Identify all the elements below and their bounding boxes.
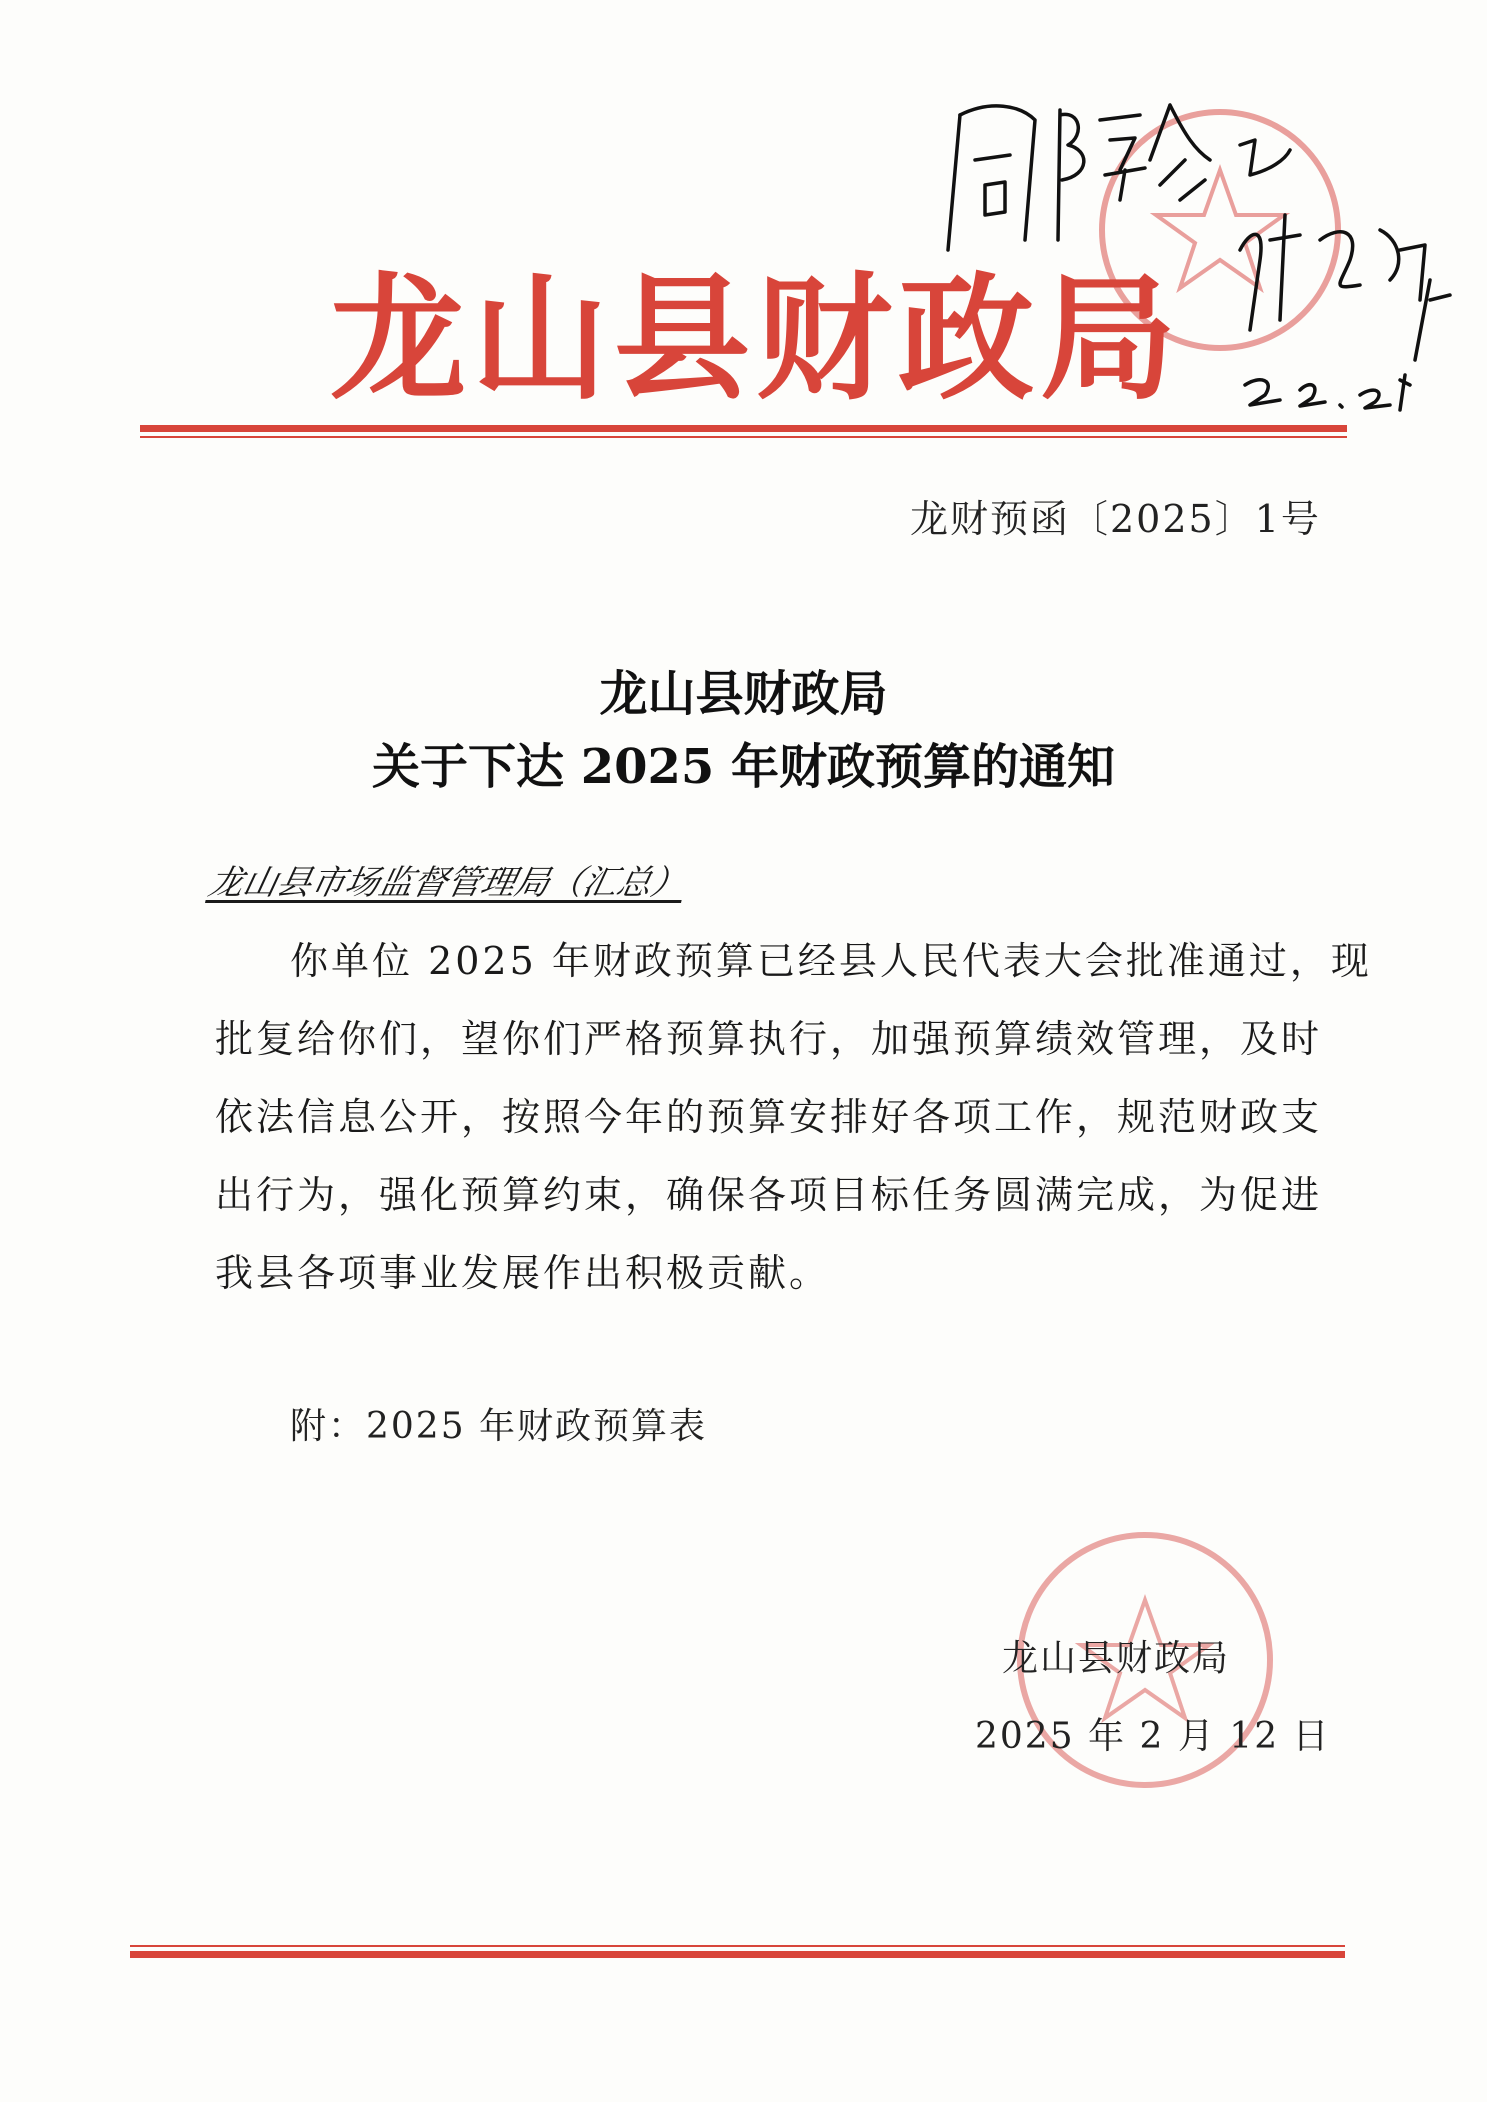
attachment-line: 附：2025 年财政预算表 xyxy=(290,1406,708,1447)
masthead-title: 龙山县财政局 xyxy=(330,261,1182,419)
footer-rule-thin xyxy=(130,1945,1345,1947)
body-line: 批复给你们，望你们严格预算执行，加强预算绩效管理，及时 xyxy=(215,1017,1323,1061)
footer-rule-thick xyxy=(130,1951,1345,1958)
notice-title-line2: 关于下达 2025 年财政预算的通知 xyxy=(371,739,1116,795)
signature-date: 2025 年 2 月 12 日 xyxy=(975,1716,1331,1757)
notice-title-line1: 龙山县财政局 xyxy=(599,666,888,722)
body-line: 出行为，强化预算约束，确保各项目标任务圆满完成，为促进 xyxy=(215,1173,1323,1217)
body-line: 依法信息公开，按照今年的预算安排好各项工作，规范财政支 xyxy=(215,1095,1323,1139)
recipient-handwritten: 龙山县市场监督管理局（汇总） xyxy=(205,863,690,903)
document-number: 龙财预函〔2025〕1号 xyxy=(910,497,1321,541)
body-line: 我县各项事业发展作出积极贡献。 xyxy=(215,1251,831,1295)
body-line: 你单位 2025 年财政预算已经县人民代表大会批准通过，现 xyxy=(290,939,1372,983)
signature-org: 龙山县财政局 xyxy=(1002,1638,1231,1679)
